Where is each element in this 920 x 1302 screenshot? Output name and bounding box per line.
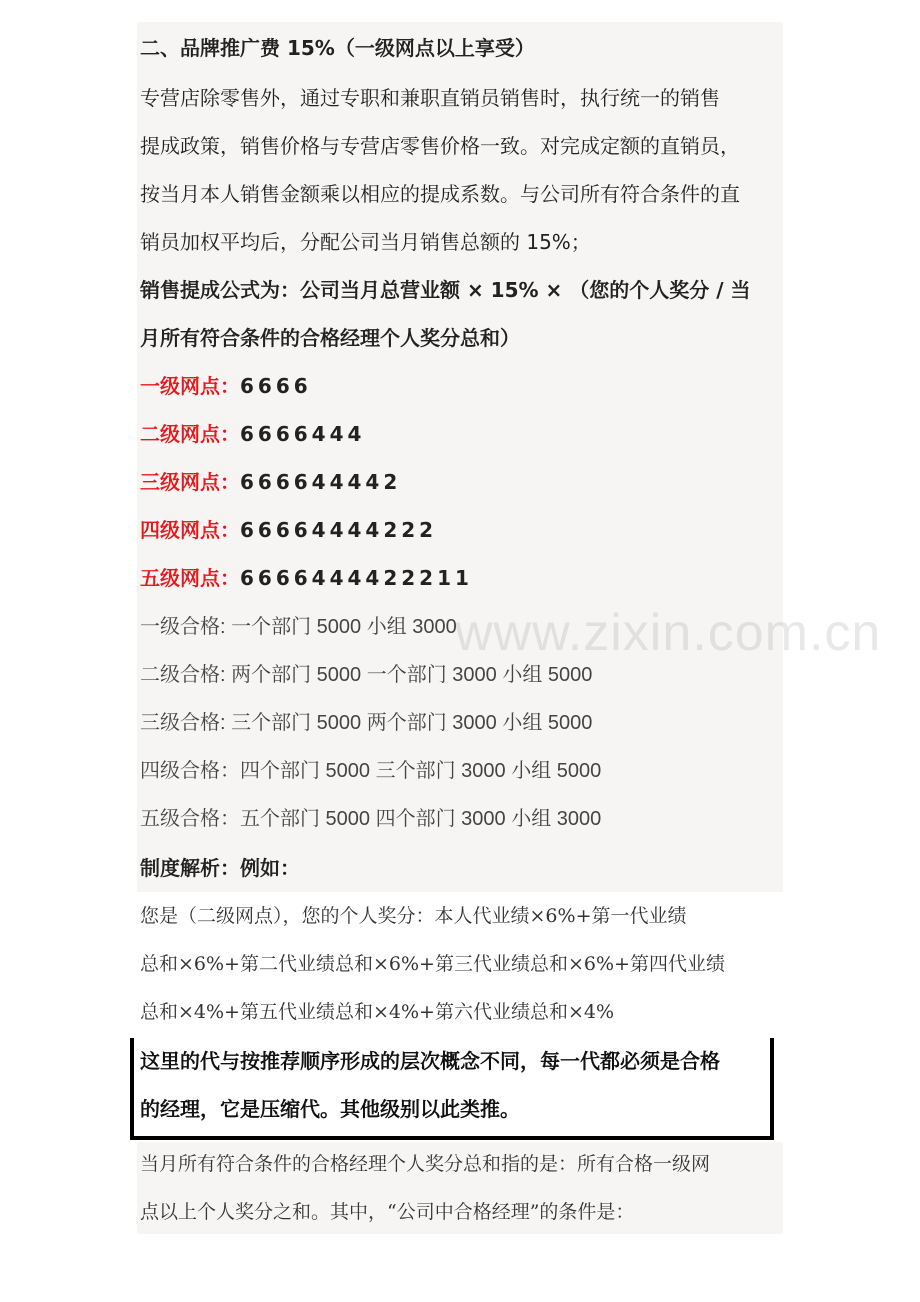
level-value: 6666444422211 bbox=[240, 566, 473, 590]
qualification-line: 三级合格: 三个部门 5000 两个部门 3000 小组 5000 bbox=[140, 712, 593, 734]
level-label: 四级网点： bbox=[140, 518, 240, 542]
qualification-line: 五级合格：五个部门 5000 四个部门 3000 小组 3000 bbox=[140, 808, 602, 830]
level-label: 三级网点： bbox=[140, 470, 240, 494]
level-row bbox=[140, 468, 401, 496]
analysis-label: 制度解析：例如： bbox=[140, 856, 300, 880]
closing-line: 点以上个人奖分之和。其中，“公司中合格经理”的条件是： bbox=[140, 1201, 635, 1223]
note-line: 的经理，它是压缩代。其他级别以此类推。 bbox=[140, 1097, 520, 1121]
section-heading: 二、品牌推广费 15%（一级网点以上享受） bbox=[140, 36, 535, 60]
level-value: 6666 bbox=[240, 374, 312, 398]
qualification-line: 二级合格: 两个部门 5000 一个部门 3000 小组 5000 bbox=[140, 664, 593, 686]
level-label: 一级网点： bbox=[140, 374, 240, 398]
closing-line: 当月所有符合条件的合格经理个人奖分总和指的是：所有合格一级网 bbox=[140, 1153, 711, 1175]
level-row bbox=[140, 420, 365, 448]
paragraph-line: 提成政策，销售价格与专营店零售价格一致。对完成定额的直销员， bbox=[140, 134, 740, 158]
level-row bbox=[140, 516, 437, 544]
watermark: www.zixin.com.cn bbox=[455, 604, 882, 662]
example-line: 您是（二级网点），您的个人奖分：本人代业绩×6%+第一代业绩 bbox=[140, 905, 687, 927]
level-label: 二级网点： bbox=[140, 422, 240, 446]
note-line: 这里的代与按推荐顺序形成的层次概念不同，每一代都必须是合格 bbox=[140, 1049, 720, 1073]
qualification-line: 四级合格：四个部门 5000 三个部门 3000 小组 5000 bbox=[140, 760, 602, 782]
paragraph-line: 销员加权平均后，分配公司当月销售总额的 15%； bbox=[140, 230, 591, 254]
level-row bbox=[140, 564, 473, 592]
level-row bbox=[140, 372, 312, 400]
example-line: 总和×4%+第五代业绩总和×4%+第六代业绩总和×4% bbox=[140, 1001, 615, 1023]
paragraph-line: 按当月本人销售金额乘以相应的提成系数。与公司所有符合条件的直 bbox=[140, 182, 740, 206]
example-line: 总和×6%+第二代业绩总和×6%+第三代业绩总和×6%+第四代业绩 bbox=[140, 953, 725, 975]
level-value: 666644442 bbox=[240, 470, 402, 494]
level-value: 66664444222 bbox=[240, 518, 438, 542]
level-value: 6666444 bbox=[240, 422, 366, 446]
formula-line: 销售提成公式为：公司当月总营业额 × 15% × （您的个人奖分 / 当 bbox=[140, 278, 751, 302]
qualification-line: 一级合格: 一个部门 5000 小组 3000 bbox=[140, 616, 457, 638]
formula-line: 月所有符合条件的合格经理个人奖分总和） bbox=[140, 326, 520, 350]
level-label: 五级网点： bbox=[140, 566, 240, 590]
paragraph-line: 专营店除零售外，通过专职和兼职直销员销售时，执行统一的销售 bbox=[140, 86, 720, 110]
